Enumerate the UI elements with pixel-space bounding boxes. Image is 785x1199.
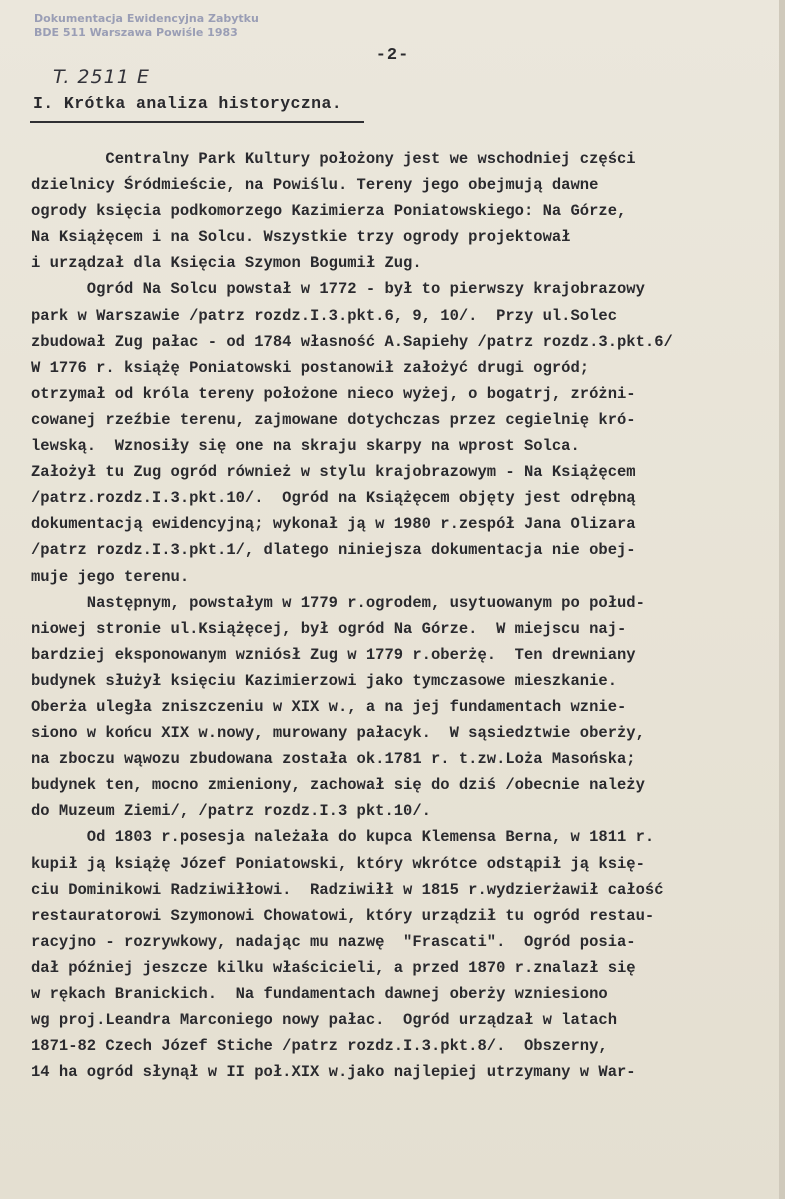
text-line: ciu Dominikowi Radziwiłłowi. Radziwiłł w 1815 r.wydzierżawił całość (31, 880, 664, 899)
heading-underline (30, 121, 364, 123)
page-number: -2- (375, 46, 410, 65)
text-line: budynek ten, mocno zmieniony, zachował się do dziś /obecnie należy (31, 776, 645, 795)
page-edge (779, 0, 785, 1199)
text-line: /patrz rozdz.I.3.pkt.1/, dlatego niniejsza dokumentacja nie obej- (31, 541, 636, 560)
text-line: zbudował Zug pałac - od 1784 własność A.Sapiehy /patrz rozdz.3.pkt.6/ (31, 332, 673, 351)
text-line: 14 ha ogród słynął w II poł.XIX w.jako najlepiej utrzymany w War- (31, 1063, 636, 1082)
text-line: niowej stronie ul.Książęcej, był ogród Na Górze. W miejscu naj- (31, 619, 627, 638)
text-line: Od 1803 r.posesja należała do kupca Klemensa Berna, w 1811 r. (31, 828, 655, 847)
text-line: otrzymał od króla tereny położone nieco wyżej, o bogatrj, zróżni- (31, 384, 636, 403)
text-line: Centralny Park Kultury położony jest we wschodniej części (31, 150, 636, 168)
text-line: kupił ją książę Józef Poniatowski, który wkrótce odstąpił ją księ- (31, 854, 645, 873)
text-line: dokumentacją ewidencyjną; wykonał ją w 1980 r.zespół Jana Olizara (31, 515, 636, 534)
text-line: /patrz.rozdz.I.3.pkt.10/. Ogród na Książęcem objęty jest odrębną (31, 489, 636, 508)
text-line: bardziej eksponowanym wzniósł Zug w 1779 r.oberżę. Ten drewniany (31, 645, 636, 664)
text-line: do Muzeum Ziemi/, /patrz rozdz.I.3 pkt.10/. (31, 802, 431, 821)
text-line: park w Warszawie /patrz rozdz.I.3.pkt.6, 9, 10/. Przy ul.Solec (31, 306, 617, 325)
text-line: w rękach Branickich. Na fundamentach dawnej oberży wzniesiono (31, 985, 608, 1003)
text-line: muje jego terenu. (31, 567, 190, 586)
text-line: restauratorowi Szymonowi Chowatowi, który urządził tu ogród restau- (31, 906, 655, 925)
text-line: cowanej rzeźbie terenu, zajmowane dotychczas przez cegielnię kró- (31, 410, 636, 429)
stamp-line-1: Dokumentacja Ewidencyjna Zabytku (34, 12, 259, 25)
text-line: Oberża uległa zniszczeniu w XIX w., a na jej fundamentach wznie- (31, 697, 627, 716)
text-line: Następnym, powstałym w 1779 r.ogrodem, usytuowanym po połud- (31, 593, 645, 612)
text-line: lewską. Wznosiły się one na skraju skarpy na wprost Solca. (31, 437, 580, 456)
handwritten-signature-mark: T. 2511 E (53, 66, 150, 88)
text-line: W 1776 r. książę Poniatowski postanowił założyć drugi ogród; (31, 358, 590, 377)
section-heading: I. Krótka analiza historyczna. (33, 94, 343, 113)
text-line: dał później jeszcze kilku właścicieli, a przed 1870 r.znalazł się (31, 958, 636, 977)
text-line: na zboczu wąwozu zbudowana została ok.1781 r. t.zw.Loża Masońska; (31, 750, 636, 769)
text-line: i urządzał dla Księcia Szymon Bogumił Zug. (31, 254, 422, 273)
text-line: ogrody księcia podkomorzego Kazimierza Poniatowskiego: Na Górze, (31, 202, 627, 221)
text-line: Ogród Na Solcu powstał w 1772 - był to pierwszy krajobrazowy (31, 280, 645, 299)
text-line: Założył tu Zug ogród również w stylu krajobrazowym - Na Książęcem (31, 463, 636, 482)
text-line: 1871-82 Czech Józef Stiche /patrz rozdz.I.3.pkt.8/. Obszerny, (31, 1037, 608, 1056)
text-line: budynek służył księciu Kazimierzowi jako tymczasowe mieszkanie. (31, 671, 617, 690)
text-line: dzielnicy Śródmieście, na Powiślu. Tereny jego obejmują dawne (31, 176, 599, 195)
text-line: Na Książęcem i na Solcu. Wszystkie trzy ogrody projektował (31, 228, 571, 247)
text-line: wg proj.Leandra Marconiego nowy pałac. Ogród urządzał w latach (31, 1011, 617, 1030)
text-line: racyjno - rozrywkowy, nadając mu nazwę "Frascati". Ogród posia- (31, 932, 636, 951)
text-line: siono w końcu XIX w.nowy, murowany pałacyk. W sąsiedztwie oberży, (31, 724, 645, 743)
body-text (31, 146, 776, 1085)
stamp-line-2: BDE 511 Warszawa Powiśle 1983 (34, 26, 238, 39)
